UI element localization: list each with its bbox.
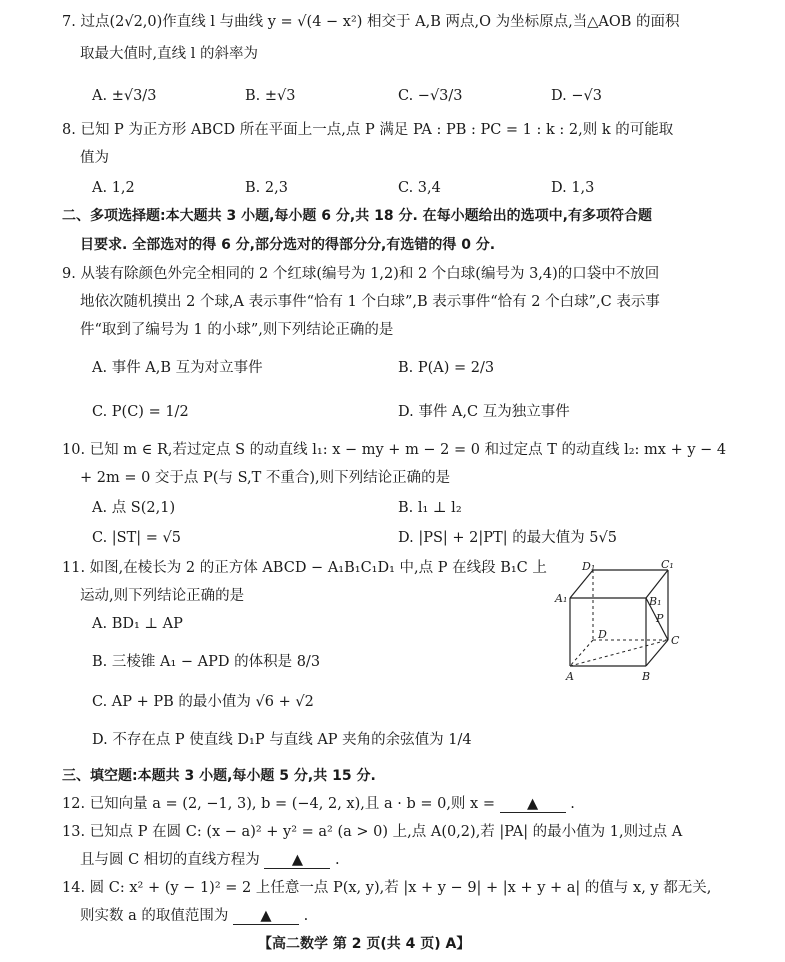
q11-option-d: D. 不存在点 P 使直线 D₁P 与直线 AP 夹角的余弦值为 1/4: [92, 732, 472, 748]
label-c: C: [671, 634, 680, 647]
q9-option-d: D. 事件 A,C 互为独立事件: [398, 404, 570, 420]
q12-answer-blank[interactable]: ▲: [500, 796, 566, 813]
edge-b1-c1: [646, 570, 668, 598]
q8-option-d: D. 1,3: [551, 180, 595, 196]
q8-option-b: B. 2,3: [245, 180, 288, 196]
q10-option-d: D. |PS| + 2|PT| 的最大值为 5√5: [398, 530, 617, 546]
q9-line1: 9. 从装有除颜色外完全相同的 2 个红球(编号为 1,2)和 2 个白球(编号为 3,4)的口袋中不放回: [62, 266, 660, 282]
q11-line2: 运动,则下列结论正确的是: [80, 588, 245, 604]
label-b: B: [642, 670, 651, 683]
page-footer: 【高二数学 第 2 页(共 4 页) A】: [258, 936, 471, 952]
label-p: P: [656, 612, 664, 625]
q11-option-a: A. BD₁ ⊥ AP: [92, 616, 183, 632]
q10-line2: + 2m = 0 交于点 P(与 S,T 不重合),则下列结论正确的是: [80, 470, 451, 486]
q9-option-c: C. P(C) = 1/2: [92, 404, 189, 420]
q10-option-c: C. |ST| = √5: [92, 530, 182, 546]
q7-option-b: B. ±√3: [245, 88, 296, 104]
edge-a1-d1: [570, 570, 593, 598]
q13-end: .: [335, 852, 340, 868]
q11-line1: 11. 如图,在棱长为 2 的正方体 ABCD − A₁B₁C₁D₁ 中,点 P 在线段 B₁C 上: [62, 560, 547, 576]
q11-option-c: C. AP + PB 的最小值为 √6 + √2: [92, 694, 314, 710]
q13-answer-blank[interactable]: ▲: [264, 852, 330, 869]
q13-line2: [80, 850, 340, 870]
q7-option-d: D. −√3: [551, 88, 602, 104]
q9-option-b: B. P(A) = 2/3: [398, 360, 495, 376]
edge-d-a-hidden: [570, 640, 593, 666]
label-c1: C₁: [661, 558, 674, 571]
q13-line1: 13. 已知点 P 在圆 C: (x − a)² + y² = a² (a > 0) 上,点 A(0,2),若 |PA| 的最小值为 1,则过点 A: [62, 824, 683, 840]
q9-option-a: A. 事件 A,B 互为对立事件: [92, 360, 263, 376]
q10-option-a: A. 点 S(2,1): [92, 500, 176, 516]
q9-line2: 地依次随机摸出 2 个球,A 表示事件“恰有 1 个白球”,B 表示事件“恰有 2 个白球”,C 表示事: [80, 294, 660, 310]
q8-line1: 8. 已知 P 为正方形 ABCD 所在平面上一点,点 P 满足 PA : PB : PC = 1 : k : 2,则 k 的可能取: [62, 122, 674, 138]
section2-heading-line2: 目要求. 全部选对的得 6 分,部分选对的得部分分,有选错的得 0 分.: [80, 237, 496, 253]
label-d1: D₁: [582, 560, 596, 573]
q7-option-c: C. −√3/3: [398, 88, 463, 104]
q14-text: 则实数 a 的取值范围为: [80, 908, 229, 924]
label-a: A: [566, 670, 574, 683]
label-a1: A₁: [555, 592, 568, 605]
section2-heading-line1: 二、多项选择题:本大题共 3 小题,每小题 6 分,共 18 分. 在每小题给出的选项中,有多项符合题: [62, 208, 652, 224]
label-d: D: [598, 628, 607, 641]
q14-end: .: [303, 908, 309, 924]
q10-line1: 10. 已知 m ∈ R,若过定点 S 的动直线 l₁: x − my + m − 2 = 0 和过定点 T 的动直线 l₂: mx + y − 4: [62, 442, 727, 458]
q14-line2: [80, 906, 308, 926]
q8-option-c: C. 3,4: [398, 180, 441, 196]
cube-figure: [548, 558, 688, 688]
section3-heading: 三、填空题:本题共 3 小题,每小题 5 分,共 15 分.: [62, 768, 376, 784]
q14-line1: 14. 圆 C: x² + (y − 1)² = 2 上任意一点 P(x, y),若 |x + y − 9| + |x + y + a| 的值与 x, y 都无关,: [62, 880, 712, 896]
q12-end: .: [570, 796, 575, 812]
q7-line1: 7. 过点(2√2,0)作直线 l 与曲线 y = √(4 − x²) 相交于 A,B 两点,O 为坐标原点,当△AOB 的面积: [62, 14, 680, 30]
q10-option-b: B. l₁ ⊥ l₂: [398, 500, 462, 516]
q9-line3: 件“取到了编号为 1 的小球”,则下列结论正确的是: [80, 322, 394, 338]
edge-b-c: [646, 640, 668, 666]
q7-line2: 取最大值时,直线 l 的斜率为: [80, 46, 258, 62]
q11-option-b: B. 三棱锥 A₁ − APD 的体积是 8/3: [92, 654, 321, 670]
q12-line: [62, 794, 575, 814]
label-b1: B₁: [649, 595, 662, 608]
q13-text: 且与圆 C 相切的直线方程为: [80, 852, 260, 868]
q12-text: 12. 已知向量 a = (2, −1, 3), b = (−4, 2, x),且 a · b = 0,则 x =: [62, 796, 495, 812]
q8-option-a: A. 1,2: [92, 180, 135, 196]
q7-option-a: A. ±√3/3: [92, 88, 157, 104]
q8-line2: 值为: [80, 150, 109, 166]
segment-p-c-to-a: [570, 640, 668, 666]
q14-answer-blank[interactable]: ▲: [233, 908, 299, 925]
